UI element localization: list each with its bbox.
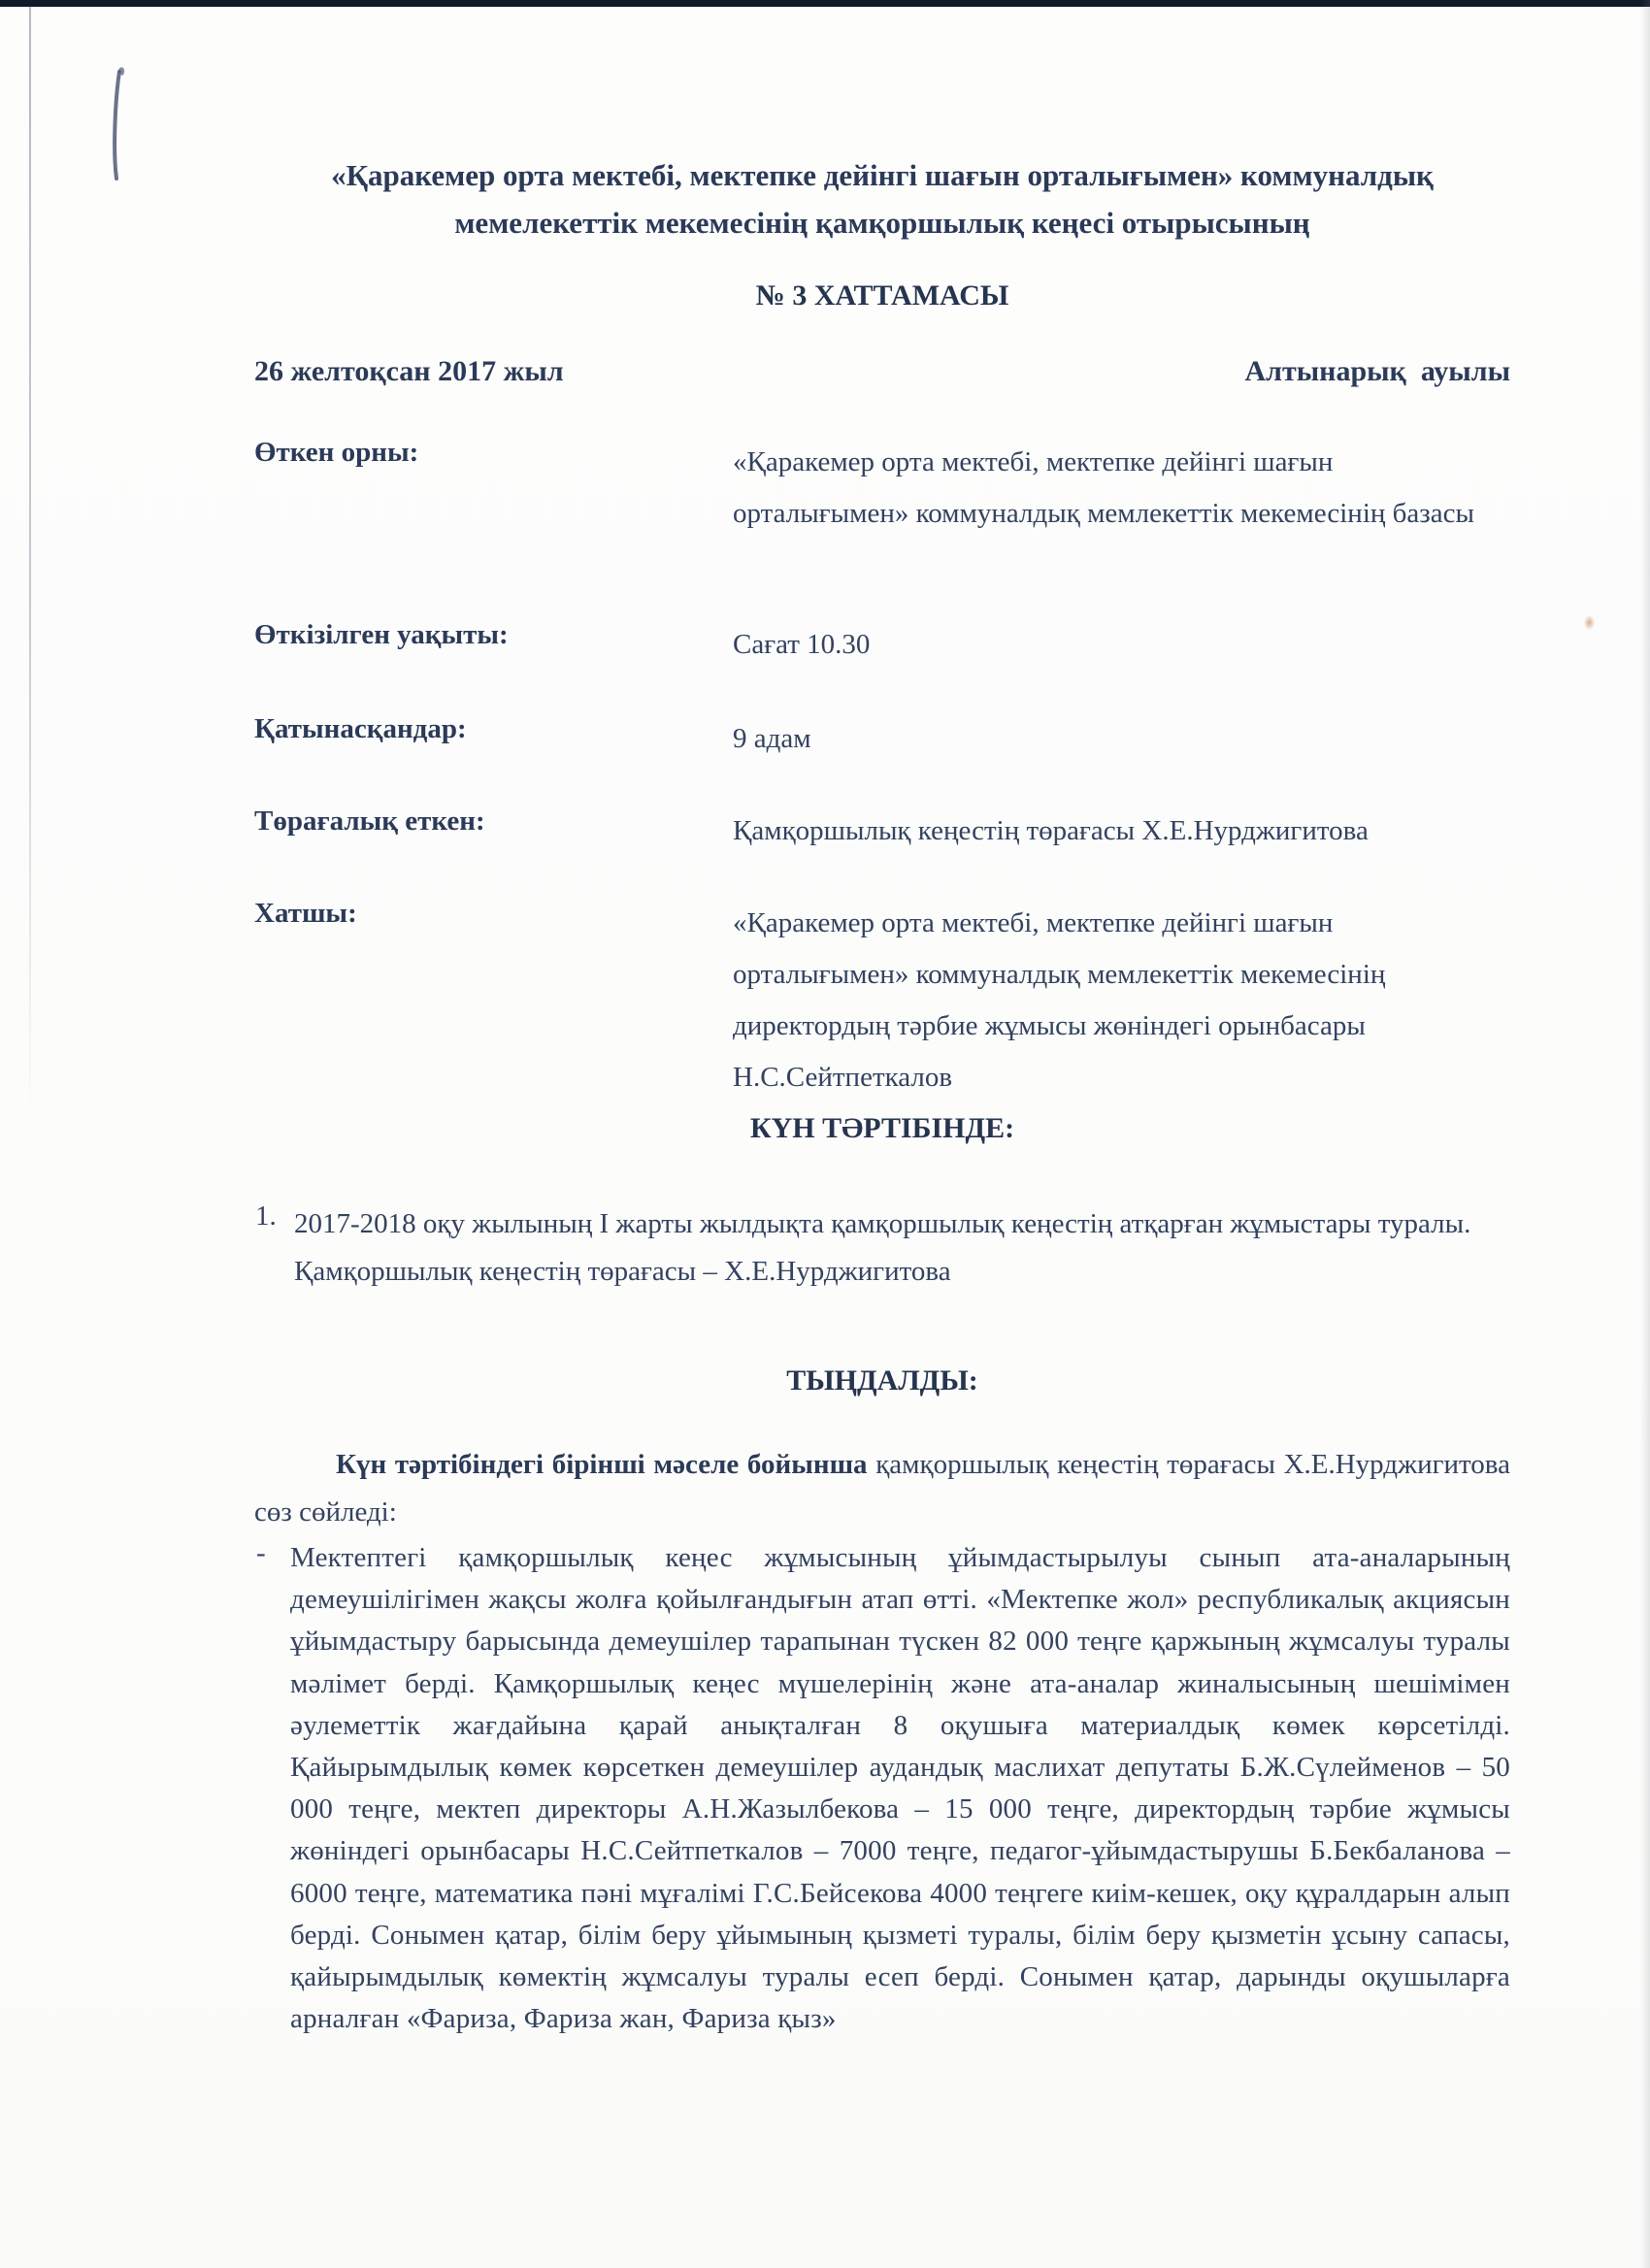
document-title-line2: мемелекеттік мекемесінің қамқоршылық кеңесі отырысының (454, 206, 1310, 240)
agenda-heading: КҮН ТӘРТІБІНДЕ: (749, 1112, 1015, 1144)
pen-stroke-mark (101, 60, 134, 192)
label-chairperson: Төрағалық еткен: (254, 805, 485, 837)
scanner-right-shadow (1640, 0, 1650, 2268)
scan-fold-line (29, 7, 31, 1123)
heard-intro-paragraph (254, 1441, 1510, 1536)
scanner-top-edge (0, 0, 1650, 7)
value-secretary: «Қаракемер орта мектебі, мектепке дейінгі шағын орталығымен» коммуналдық мемлекеттік мекемесінің директордың тәрбие жұмысы жөніндегі орынбасары Н.С.Сейтпеткалов (733, 907, 1386, 1093)
document-title (254, 151, 1510, 247)
value-participants: 9 адам (733, 723, 811, 754)
bullet-dash: - (256, 1537, 266, 1568)
agenda-item-text: 2017-2018 оқу жылының I жарты жылдықта қамқоршылық кеңестің атқарған жұмыстары туралы. (294, 1208, 1471, 1239)
agenda-item-speaker: Қамқоршылық кеңестің төрағасы – Х.Е.Нурджигитова (294, 1256, 951, 1287)
meeting-place: Алтынарық ауылы (1244, 355, 1510, 387)
agenda-item (294, 1200, 1510, 1296)
protocol-number-heading: № 3 ХАТТАМАСЫ (755, 279, 1009, 312)
label-time: Өткізілген уақыты: (254, 619, 509, 650)
label-venue: Өткен орны: (254, 437, 419, 468)
agenda-item-number: 1. (255, 1200, 277, 1232)
label-participants: Қатынасқандар: (254, 713, 467, 744)
meeting-date: 26 желтоқсан 2017 жыл (254, 355, 564, 387)
label-secretary: Хатшы: (254, 898, 357, 929)
heard-bullet-paragraph: Мектептегі қамқоршылық кеңес жұмысының ұйымдастырылуы сынып ата-аналарының демеушілігімен жақсы жолға қойылғандығын атап өтті. «Мектепке жол» республикалық акциясын ұйымдастыру барысында демеушілер тарапынан түскен 82 000 теңге қаржының жұмсалуы туралы мәлімет берді. Қамқоршылық кеңес мүшелерінің және ата-аналар жиналысының шешімімен әулеметтік жағдайына қарай анықталған 8 оқушыға материалдық көмек көрсетілді. Қайырымдылық көмек көрсеткен демеушілер аудандық маслихат депутаты Б.Ж.Сүлейменов – 50 000 теңге, мектеп директоры А.Н.Жазылбекова – 15 000 теңге, директордың тәрбие жұмысы жөніндегі орынбасары Н.С.Сейтпеткалов – 7000 теңге, педагог-ұйымдастырушы Б.Бекбаланова – 6000 теңге, математика пәні мұғалімі Г.С.Бейсекова 4000 теңгеге киім-кешек, оқу құралдарын алып берді. Сонымен қатар, білім беру ұйымының қызметі туралы, білім беру қызметін ұсыну сапасы, қайырымдылық көмектің жұмсалуы туралы есеп берді. Сонымен қатар, дарынды оқушыларға арналған «Фариза, Фариза жан, Фариза қыз» (290, 1542, 1510, 2035)
heard-intro-bold: Күн тәртібіндегі бірінші мәселе бойынша (336, 1449, 868, 1480)
document-title-line1: «Қаракемер орта мектебі, мектепке дейінгі шағын орталығымен» коммуналдық (331, 158, 1434, 192)
value-venue: «Қаракемер орта мектебі, мектепке дейінгі шағын орталығымен» коммуналдық мемлекеттік мекемесінің базасы (733, 446, 1474, 529)
heard-intro-rest: қамқоршылық кеңестің төрағасы Х.Е.Нурджигитова сөз сөйледі: (254, 1449, 1510, 1528)
value-time: Сағат 10.30 (733, 629, 871, 660)
value-chairperson: Қамқоршылық кеңестің төрағасы Х.Е.Нурджигитова (733, 815, 1369, 846)
paper-stain-speck (1584, 615, 1595, 630)
heard-heading: ТЫҢДАЛДЫ: (786, 1364, 978, 1397)
date-place-row (254, 355, 1510, 388)
